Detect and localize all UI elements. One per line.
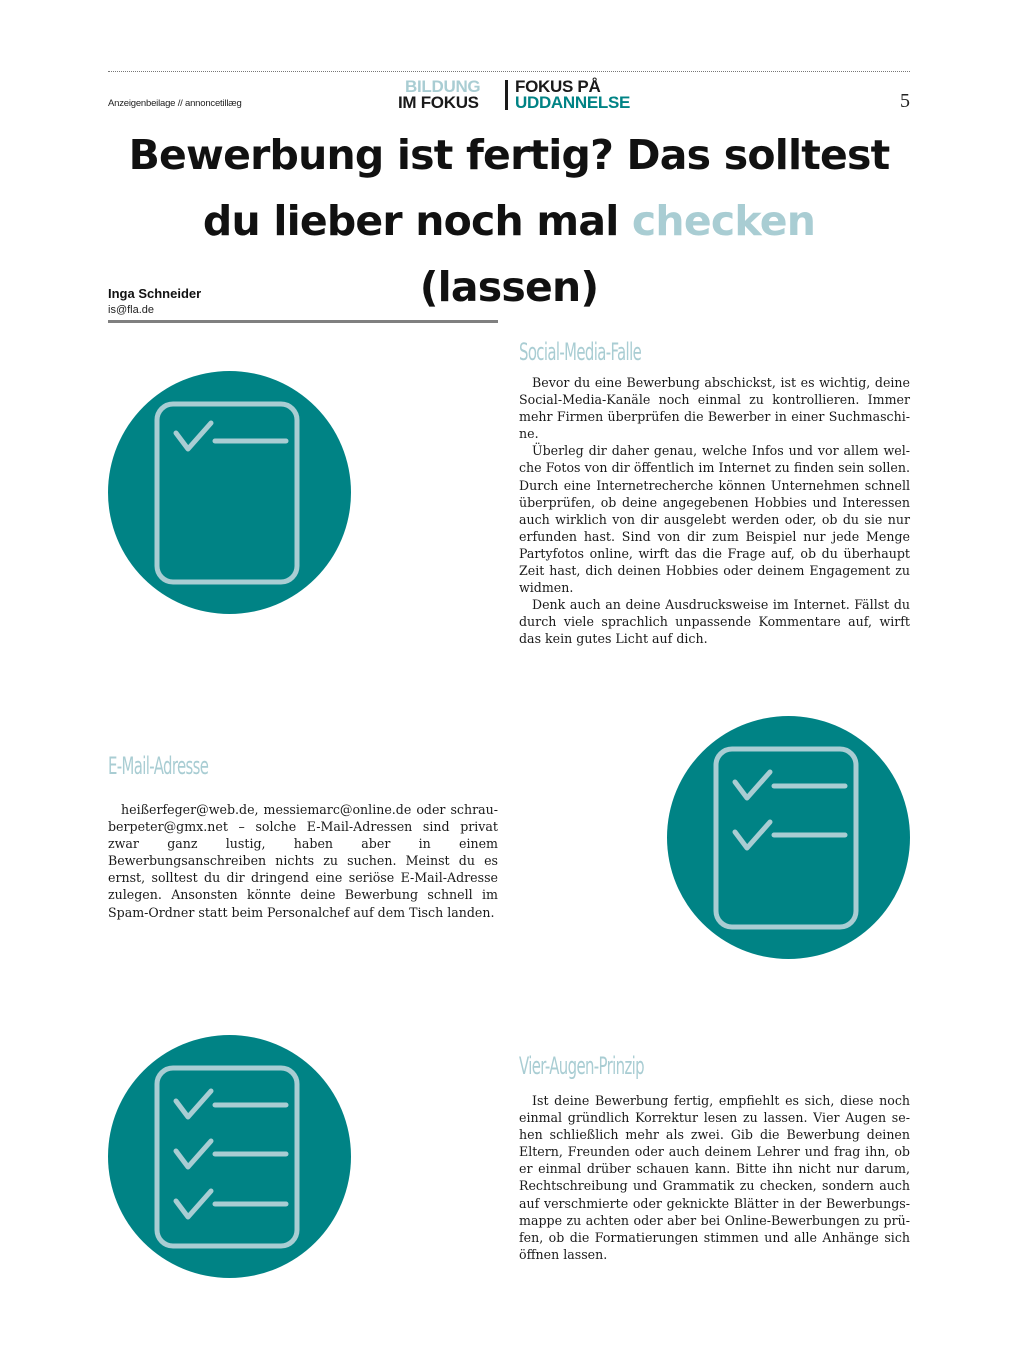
logo-dk-line1: FOKUS PÅ	[515, 77, 601, 96]
section-title-four-eyes: Vier-Augen-Prinzip	[519, 1052, 644, 1080]
headline-highlight: checken	[631, 197, 816, 245]
section-body-social-media	[519, 374, 910, 648]
checklist-three-circle	[108, 1035, 351, 1278]
supplement-label: Anzeigenbeilage // annoncetillæg	[108, 98, 242, 109]
author-rule	[108, 320, 498, 323]
paragraph: Ist deine Bewerbung fertig, empfiehlt es sich, diese noch einmal gründlich Korrektur lesen zu lassen. Vier Augen sehen schließlich mehr als zwei. Gib die Bewerbung deinen Eltern, Freunden oder auch deinem Lehrer und frag ihn, ob er einmal drüber schauen kann. Bitte ihn nicht nur darum, Rechtschreibung und Grammatik zu checken, sondern auch auf verschmierte oder geknickte Blätter in der Bewerbungsmappe zu achten oder aber bei Online-Bewerbungen zu prüfen, ob die Formatierungen stimmen und alle Anhänge sich öffnen lassen.	[519, 1093, 910, 1262]
page-number: 5	[900, 90, 910, 112]
paragraph: Bevor du eine Bewerbung abschickst, ist es wichtig, deine Social-Media-Kanäle noch einmal zu kontrollieren. Immer mehr Firmen überprüfen die Bewerber in einer Suchmaschine.	[519, 375, 910, 442]
paragraph: Denk auch an deine Ausdrucksweise im Internet. Fällst du durch viele sprachlich unpassende Kommentare auf, wirft das kein gutes Licht auf dich.	[519, 597, 910, 647]
checklist-one-circle	[108, 371, 351, 614]
header-dotted-rule	[108, 71, 910, 72]
section-title-social-media: Social-Media-Falle	[519, 338, 642, 366]
logo-de-line1: BILDUNG	[405, 77, 481, 96]
logo-de-line2: IM FOKUS	[398, 93, 479, 112]
author-email: is@fla.de	[108, 304, 155, 316]
logo-dk-line2: UDDANNELSE	[515, 93, 631, 112]
logo-divider	[505, 80, 508, 110]
author-name: Inga Schneider	[108, 286, 202, 301]
headline-part2: (lassen)	[419, 263, 599, 311]
paragraph: heißerfeger@web.de, messiemarc@online.de oder schrauberpeter@gmx.net – solche E-Mail-Adressen sind privat zwar ganz lustig, haben aber in einem Bewerbungsanschreiben nichts zu suchen. Meinst du es ernst, solltest du dir dringend eine seriöse E-Mail-Adresse zulegen. Ansonsten könnte deine Bewerbung schnell im Spam-Ordner statt beim Personalchef auf dem Tisch landen.	[108, 802, 498, 920]
publication-logo	[398, 78, 668, 112]
paragraph: Überleg dir daher genau, welche Infos und vor allem welche Fotos von dir öffentlich im Internet zu finden sein sollen. Durch eine Internetrecherche können Unternehmen schnell überprüfen, ob deine angegebenen Hobbies und Interessen auch wirklich von dir ausgelebt werden oder, ob du sie nur erfunden hast. Sind von dir zum Beispiel nur jede Menge Partyfotos online, wirft das die Frage auf, ob du überhaupt Zeit hast, dich deinen Hobbies oder deinem Engagement zu widmen.	[519, 443, 910, 596]
section-body-four-eyes	[519, 1092, 910, 1263]
headline	[108, 122, 910, 320]
headline-part1: Bewerbung ist fertig? Das solltest du lieber noch mal	[128, 131, 890, 245]
checklist-two-circle	[667, 716, 910, 959]
section-title-email: E-Mail-Adresse	[108, 752, 209, 780]
section-body-email	[108, 801, 498, 921]
checklist-two-checks-icon	[667, 716, 910, 959]
checklist-three-checks-icon	[108, 1035, 351, 1278]
checklist-one-check-icon	[108, 371, 351, 614]
